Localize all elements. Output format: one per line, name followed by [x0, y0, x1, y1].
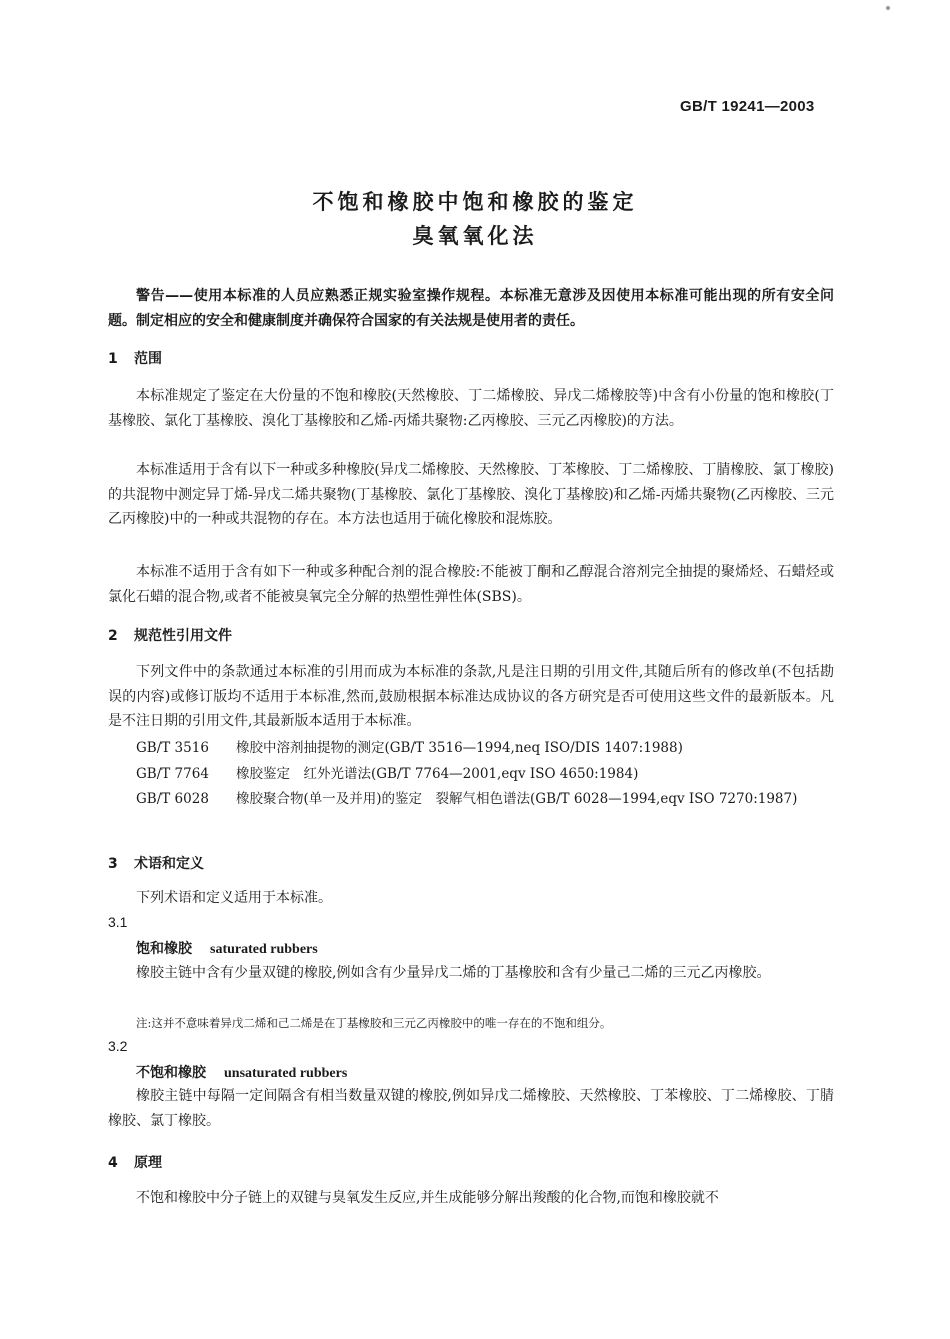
section-3-intro: 下列术语和定义适用于本标准。: [136, 890, 332, 906]
section-4-paragraph: 不饱和橡胶中分子链上的双键与臭氧发生反应,并生成能够分解出羧酸的化合物,而饱和橡胶就不: [136, 1190, 719, 1206]
reference-code: GB/T 6028: [136, 791, 209, 807]
document-subtitle: 臭氧氧化法: [412, 224, 538, 248]
term-heading: [136, 938, 318, 958]
reference-item: [136, 736, 834, 761]
scan-dot: [886, 6, 890, 10]
warning-paragraph: 警告——使用本标准的人员应熟悉正规实验室操作规程。本标准无意涉及因使用本标准可能出现的所有安全问题。制定相应的安全和健康制度并确保符合国家的有关法规是使用者的责任。: [108, 288, 834, 329]
term-en: unsaturated rubbers: [224, 1066, 348, 1081]
term-note: 注:这并不意味着异戊二烯和己二烯是在丁基橡胶和三元乙丙橡胶中的唯一存在的不饱和组分。: [136, 1016, 612, 1030]
reference-code: GB/T 7764: [136, 766, 209, 782]
term-number: 3.1: [108, 914, 128, 930]
section-4-heading: [108, 1152, 162, 1172]
section-1-paragraph-2: 本标准适用于含有以下一种或多种橡胶(异戊二烯橡胶、天然橡胶、丁苯橡胶、丁二烯橡胶、丁腈橡胶、氯丁橡胶)的共混物中测定异丁烯-异戊二烯共聚物(丁基橡胶、氯化丁基橡胶、溴化丁基橡胶)和乙烯-丙烯共聚物(乙丙橡胶、三元乙丙橡胶)中的一种或共混物的存在。本方法也适用于硫化橡胶和混炼胶。: [108, 462, 834, 527]
section-title: 原理: [134, 1155, 162, 1171]
term-zh: 不饱和橡胶: [136, 1065, 206, 1081]
section-2-heading: [108, 625, 232, 645]
document-title: 不饱和橡胶中饱和橡胶的鉴定: [312, 190, 638, 214]
term-heading: [136, 1062, 347, 1082]
section-1-heading: [108, 348, 162, 368]
reference-item: [136, 762, 834, 787]
reference-code: GB/T 3516: [136, 740, 209, 756]
section-2-paragraph: 下列文件中的条款通过本标准的引用而成为本标准的条款,凡是注日期的引用文件,其随后所有的修改单(不包括勘误的内容)或修订版均不适用于本标准,然而,鼓励根据本标准达成协议的各方研究是否可使用这些文件的最新版本。凡是不注日期的引用文件,其最新版本适用于本标准。: [108, 664, 834, 729]
section-1-paragraph-3: 本标准不适用于含有如下一种或多种配合剂的混合橡胶:不能被丁酮和乙醇混合溶剂完全抽提的聚烯烃、石蜡烃或氯化石蜡的混合物,或者不能被臭氧完全分解的热塑性弹性体(SBS)。: [108, 564, 834, 605]
section-3-heading: [108, 853, 204, 873]
section-number: 2: [108, 628, 118, 644]
section-title: 术语和定义: [134, 856, 204, 872]
term-en: saturated rubbers: [210, 942, 318, 957]
section-1-paragraph-1: 本标准规定了鉴定在大份量的不饱和橡胶(天然橡胶、丁二烯橡胶、异戊二烯橡胶等)中含有小份量的饱和橡胶(丁基橡胶、氯化丁基橡胶、溴化丁基橡胶和乙烯-丙烯共聚物:乙丙橡胶、三元乙丙橡胶)的方法。: [108, 388, 834, 429]
reference-text: 橡胶鉴定 红外光谱法(GB/T 7764—2001,eqv ISO 4650:1984): [236, 766, 639, 782]
term-zh: 饱和橡胶: [136, 941, 192, 957]
section-title: 规范性引用文件: [134, 628, 232, 644]
reference-item: [136, 787, 834, 812]
section-number: 1: [108, 351, 118, 367]
section-number: 3: [108, 856, 118, 872]
document-number: GB/T 19241—2003: [680, 98, 815, 115]
reference-text: 橡胶中溶剂抽提物的测定(GB/T 3516—1994,neq ISO/DIS 1407:1988): [236, 740, 683, 756]
term-definition: 橡胶主链中每隔一定间隔含有相当数量双键的橡胶,例如异戊二烯橡胶、天然橡胶、丁苯橡胶、丁二烯橡胶、丁腈橡胶、氯丁橡胶。: [108, 1088, 834, 1129]
reference-text: 橡胶聚合物(单一及并用)的鉴定 裂解气相色谱法(GB/T 6028—1994,eqv ISO 7270:1987): [236, 791, 798, 807]
term-definition: 橡胶主链中含有少量双键的橡胶,例如含有少量异戊二烯的丁基橡胶和含有少量己二烯的三元乙丙橡胶。: [136, 965, 771, 981]
section-number: 4: [108, 1155, 118, 1171]
term-number: 3.2: [108, 1038, 128, 1054]
section-title: 范围: [134, 351, 162, 367]
